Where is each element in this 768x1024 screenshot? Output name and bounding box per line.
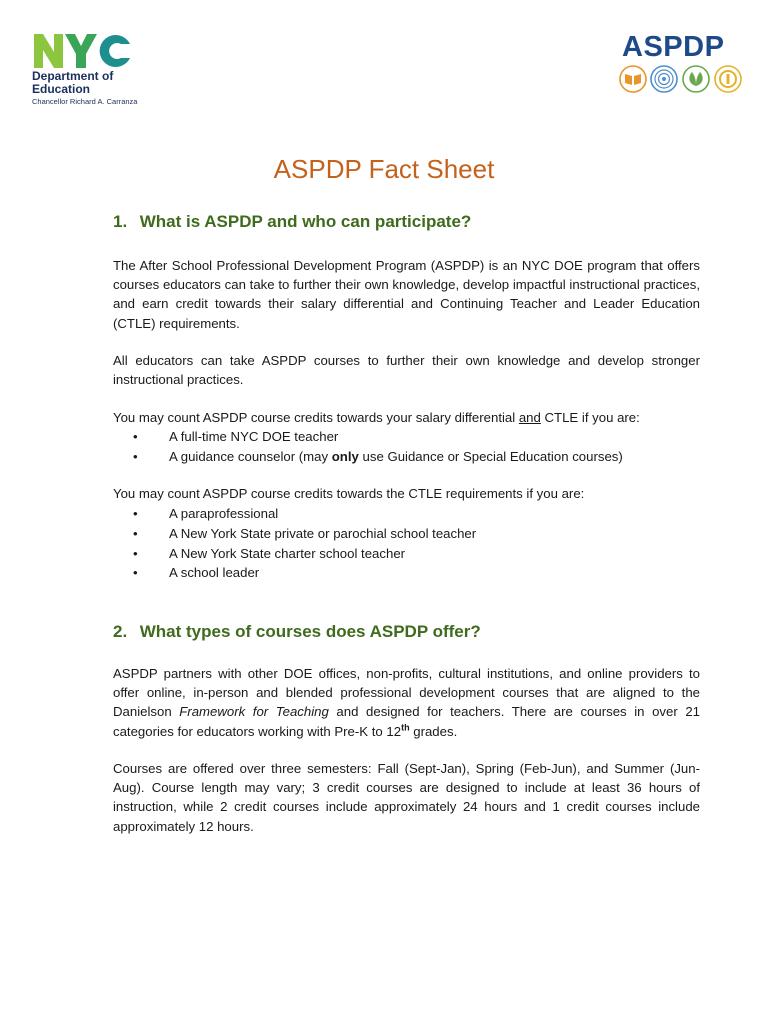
- section-1-paragraph-4: You may count ASPDP course credits towards the CTLE requirements if you are:: [113, 486, 585, 501]
- section-1-paragraph-3: [113, 408, 640, 427]
- list-item-text: A paraprofessional: [169, 506, 279, 521]
- section-1-heading: [113, 212, 471, 232]
- section-1-number: 1.: [113, 212, 128, 231]
- section-1-paragraph-1: The After School Professional Development Program (ASPDP) is an NYC DOE program that offers courses educators can take to further their own knowledge, develop impactful instructional practices, and earn credit towards their salary differential and Continuing Teacher and Leader Education (CTLE) requirements.: [113, 258, 700, 331]
- section-2-paragraph-2: Courses are offered over three semesters: Fall (Sept-Jan), Spring (Feb-Jun), and Summer (Jun-Aug). Course length may vary; 3 credit courses are designed to include at least 36 hours of instruction, while 2 credit courses include approximately 24 hours and 1 credit courses include approximately 12 hours.: [113, 761, 700, 834]
- section-2-number: 2.: [113, 622, 128, 641]
- list-item: [113, 563, 476, 583]
- list-item-text: A full-time NYC DOE teacher: [169, 429, 339, 444]
- section-2-heading-text: What types of courses does ASPDP offer?: [139, 622, 481, 641]
- dept-line-1: Department of: [32, 69, 114, 83]
- para-3-after: CTLE if you are:: [540, 410, 640, 425]
- bullet-dot: •: [133, 525, 138, 541]
- bullet-dot: •: [133, 506, 138, 521]
- bullet-dot: •: [133, 565, 138, 581]
- chancellor-line: Chancellor Richard A. Carranza: [32, 97, 138, 106]
- list-item: [113, 447, 623, 467]
- spiral-icon: [651, 66, 677, 92]
- list-item: [113, 427, 623, 447]
- section-1-heading-text: What is ASPDP and who can participate?: [139, 212, 472, 231]
- bullet-dot: •: [133, 545, 138, 561]
- s2-p1-sup: th: [401, 722, 410, 733]
- s2-p1-italic: Framework for Teaching: [179, 704, 329, 720]
- coin-icon: [715, 66, 741, 92]
- list-item-text: [169, 449, 623, 464]
- list-item: [113, 524, 476, 544]
- dept-line-2: Education: [32, 82, 91, 96]
- nyc-doe-logo: [32, 30, 142, 110]
- list-item-text: A New York State charter school teacher: [169, 545, 406, 561]
- s2-p1-mid: and designed for teachers. There are courses in over 21 categories for educators working with Pre-K to 12: [113, 704, 701, 739]
- bullet-dot: •: [133, 448, 138, 464]
- leaf-icon: [683, 66, 709, 92]
- aspdp-wordmark: ASPDP: [622, 31, 725, 63]
- s2-p1-before: ASPDP partners with other DOE offices, non-profits, cultural institutions, and online providers to offer online, in-person and blended professional development courses that are aligned to the Danielson: [113, 666, 700, 720]
- section-2-paragraph-1: [113, 664, 700, 741]
- page-title: ASPDP Fact Sheet: [273, 154, 495, 184]
- bullet-list-salary-ctle: [113, 427, 623, 467]
- para-3-underline: and: [518, 410, 541, 425]
- aspdp-logo: [618, 30, 744, 96]
- list-item-text: A New York State private or parochial school teacher: [169, 525, 477, 541]
- list-item-text: A school leader: [169, 565, 260, 581]
- book-icon: [620, 66, 646, 92]
- nyc-letters-logo: [32, 30, 132, 70]
- bullet-dot: •: [133, 429, 138, 444]
- s2-p1-end: grades.: [409, 723, 458, 739]
- item-2-before: A guidance counselor (may: [169, 448, 332, 464]
- bullet-list-ctle: [113, 504, 476, 583]
- item-2-after: use Guidance or Special Education courses): [358, 448, 623, 464]
- aspdp-icons: [618, 64, 744, 94]
- section-2-heading: [113, 622, 481, 642]
- list-item: [113, 544, 476, 564]
- section-1-paragraph-2: All educators can take ASPDP courses to further their own knowledge and develop stronger instructional practices.: [113, 353, 700, 388]
- item-2-bold: only: [331, 448, 359, 464]
- list-item: [113, 504, 476, 524]
- para-3-before: You may count ASPDP course credits towards your salary differential: [113, 410, 519, 425]
